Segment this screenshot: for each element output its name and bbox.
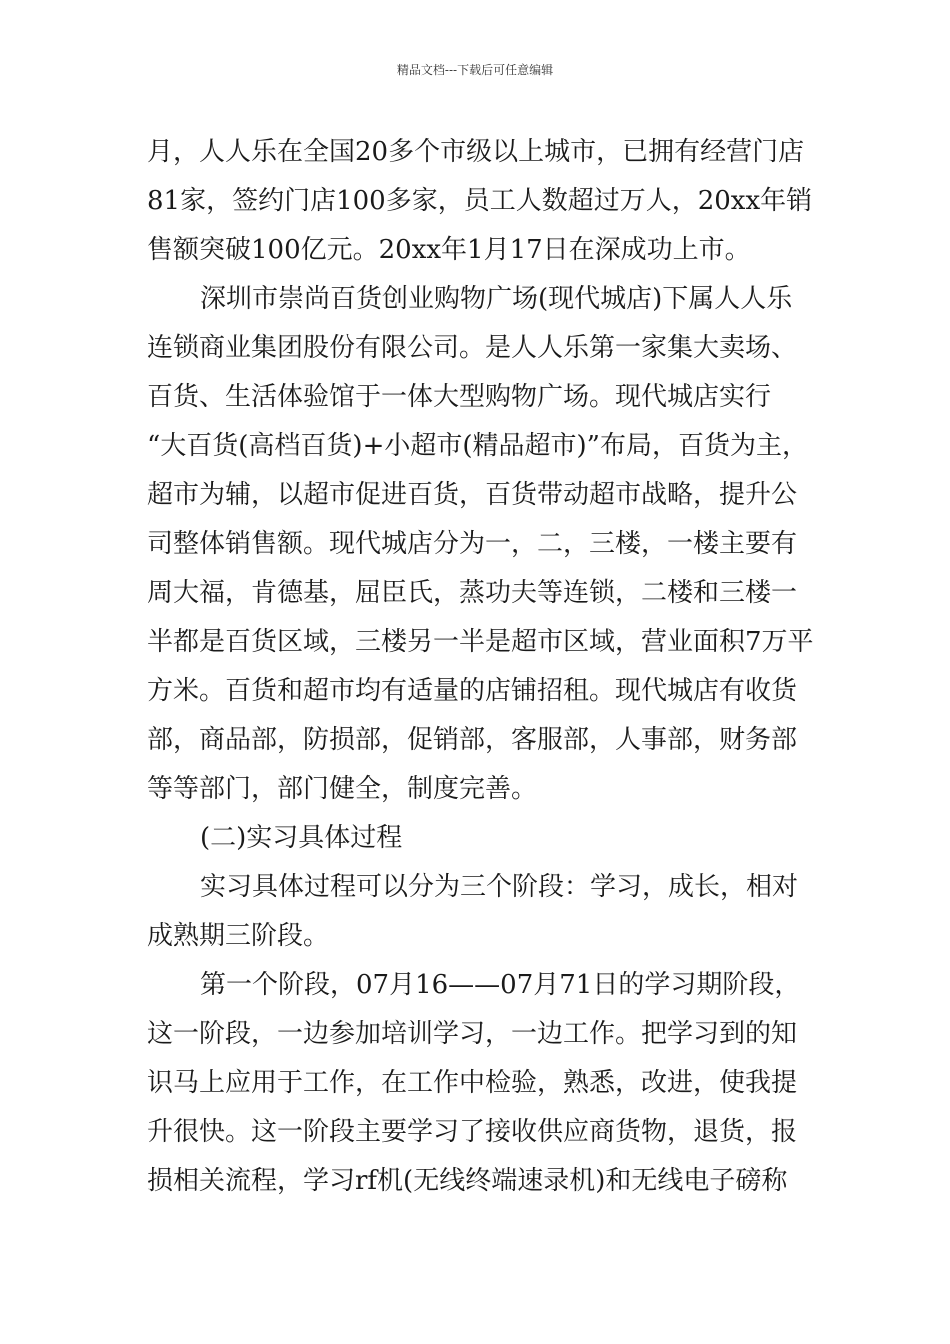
text-line: 损相关流程，学习rf机(无线终端速录机)和无线电子磅称 [147,1166,788,1196]
text-line: 连锁商业集团股份有限公司。是人人乐第一家集大卖场、 [147,333,798,363]
paragraph-start-line: 深圳市崇尚百货创业购物广场(现代城店)下属人人乐 [200,284,793,314]
text-line: 识马上应用于工作，在工作中检验，熟悉，改进，使我提 [147,1068,798,1098]
document-body [147,128,837,1206]
text-line: 半都是百货区域，三楼另一半是超市区域，营业面积7万平 [147,627,814,657]
text-line: 升很快。这一阶段主要学习了接收供应商货物，退货，报 [147,1117,798,1147]
text-line: 81家，签约门店100多家，员工人数超过万人，20xx年销 [147,186,813,216]
text-line: 这一阶段，一边参加培训学习，一边工作。把学习到的知 [147,1019,798,1049]
paragraph-start-line: 第一个阶段，07月16——07月71日的学习期阶段， [200,970,801,1000]
text-line: 周大福，肯德基，屈臣氏，蒸功夫等连锁，二楼和三楼一 [147,578,798,608]
text-line: 月，人人乐在全国20多个市级以上城市，已拥有经营门店 [147,137,805,167]
section-heading: (二)实习具体过程 [200,823,403,853]
text-line: 司整体销售额。现代城店分为一，二，三楼，一楼主要有 [147,529,798,559]
text-line: 超市为辅，以超市促进百货，百货带动超市战略，提升公 [147,480,798,510]
text-line: 部，商品部，防损部，促销部，客服部，人事部，财务部 [147,725,798,755]
text-line: 售额突破100亿元。20xx年1月17日在深成功上市。 [147,235,751,265]
paragraph-start-line: 实习具体过程可以分为三个阶段：学习，成长，相对 [200,872,799,902]
page-header: 精品文档---下载后可任意编辑 [396,63,554,77]
text-line: 等等部门，部门健全，制度完善。 [147,774,538,804]
text-line: “大百货(高档百货)+小超市(精品超市)”布局，百货为主， [147,431,808,461]
text-line: 百货、生活体验馆于一体大型购物广场。现代城店实行 [147,382,772,412]
text-line: 方米。百货和超市均有适量的店铺招租。现代城店有收货 [147,676,798,706]
text-line: 成熟期三阶段。 [147,921,330,951]
